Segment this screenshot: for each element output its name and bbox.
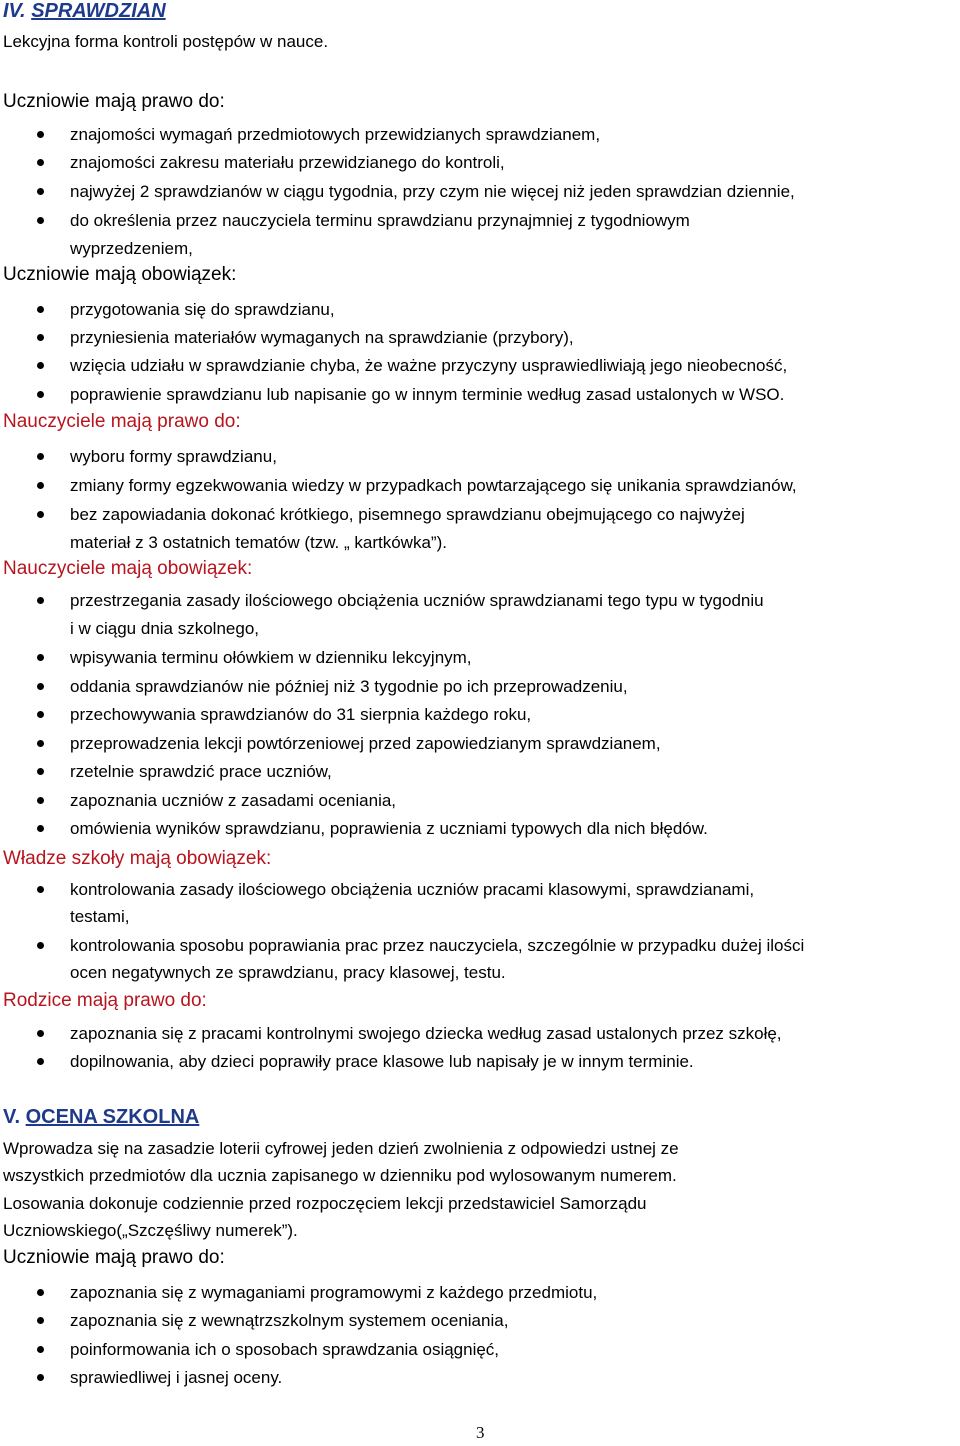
list-item: zapoznania się z wymaganiami programowymi z każdego przedmiotu, <box>70 1283 598 1302</box>
bullet-icon <box>37 334 44 341</box>
bullet-icon <box>37 683 44 690</box>
bullet-icon <box>37 159 44 166</box>
bullet-icon <box>37 654 44 661</box>
section-iv-heading <box>3 0 166 22</box>
bullet-icon <box>37 740 44 747</box>
list-item: przygotowania się do sprawdzianu, <box>70 300 335 319</box>
list-item: przyniesienia materiałów wymaganych na sprawdzianie (przybory), <box>70 328 574 347</box>
heading-school-authorities-duties: Władze szkoły mają obowiązek: <box>3 848 272 869</box>
heading-students-duties: Uczniowie mają obowiązek: <box>3 264 237 285</box>
bullet-icon <box>37 1346 44 1353</box>
list-item: poprawienie sprawdzianu lub napisanie go w innym terminie według zasad ustalonych w WSO. <box>70 385 785 404</box>
bullet-icon <box>37 711 44 718</box>
bullet-icon <box>37 131 44 138</box>
bullet-icon <box>37 1289 44 1296</box>
list-item-continuation: wyprzedzeniem, <box>70 239 193 258</box>
list-item: poinformowania ich o sposobach sprawdzania osiągnięć, <box>70 1340 500 1359</box>
bullet-icon <box>37 886 44 893</box>
heading-students-rights-2: Uczniowie mają prawo do: <box>3 1247 225 1268</box>
paragraph-line: Wprowadza się na zasadzie loterii cyfrowej jeden dzień zwolnienia z odpowiedzi ustnej ze <box>3 1139 679 1158</box>
list-item-continuation: materiał z 3 ostatnich tematów (tzw. „ kartkówka”). <box>70 533 447 552</box>
list-item-continuation: testami, <box>70 907 130 926</box>
bullet-icon <box>37 768 44 775</box>
paragraph-line: Uczniowskiego(„Szczęśliwy numerek”). <box>3 1221 298 1240</box>
list-item: do określenia przez nauczyciela terminu sprawdzianu przynajmniej z tygodniowym <box>70 211 690 230</box>
section-iv-number: IV. <box>3 0 26 22</box>
list-item: przechowywania sprawdzianów do 31 sierpnia każdego roku, <box>70 705 532 724</box>
bullet-icon <box>37 188 44 195</box>
list-item-continuation: i w ciągu dnia szkolnego, <box>70 619 260 638</box>
paragraph-line: wszystkich przedmiotów dla ucznia zapisanego w dzienniku pod wylosowanym numerem. <box>3 1166 677 1185</box>
list-item: dopilnowania, aby dzieci poprawiły prace klasowe lub napisały je w innym terminie. <box>70 1052 694 1071</box>
list-item: sprawiedliwej i jasnej oceny. <box>70 1368 283 1387</box>
list-item: oddania sprawdzianów nie później niż 3 tygodnie po ich przeprowadzeniu, <box>70 677 628 696</box>
page-number: 3 <box>476 1423 485 1442</box>
section-iv-intro: Lekcyjna forma kontroli postępów w nauce. <box>3 32 329 51</box>
list-item-continuation: ocen negatywnych ze sprawdzianu, pracy klasowej, testu. <box>70 963 506 982</box>
section-iv-title: SPRAWDZIAN <box>31 0 166 22</box>
bullet-icon <box>37 1058 44 1065</box>
list-item: wzięcia udziału w sprawdzianie chyba, że ważne przyczyny usprawiedliwiają jego nieobecność, <box>70 356 788 375</box>
section-v-title: OCENA SZKOLNA <box>25 1106 200 1128</box>
bullet-icon <box>37 453 44 460</box>
bullet-icon <box>37 597 44 604</box>
list-item: zapoznania się z pracami kontrolnymi swojego dziecka według zasad ustalonych przez szkołę, <box>70 1024 782 1043</box>
list-item: zmiany formy egzekwowania wiedzy w przypadkach powtarzającego się unikania sprawdzianów, <box>70 476 797 495</box>
list-item: przeprowadzenia lekcji powtórzeniowej przed zapowiedzianym sprawdzianem, <box>70 734 661 753</box>
list-item: najwyżej 2 sprawdzianów w ciągu tygodnia, przy czym nie więcej niż jeden sprawdzian dziennie, <box>70 182 795 201</box>
list-item: przestrzegania zasady ilościowego obciążenia uczniów sprawdzianami tego typu w tygodniu <box>70 591 764 610</box>
bullet-icon <box>37 825 44 832</box>
list-item: zapoznania się z wewnątrzszkolnym systemem oceniania, <box>70 1311 509 1330</box>
list-item: kontrolowania sposobu poprawiania prac przez nauczyciela, szczególnie w przypadku dużej ilości <box>70 936 805 955</box>
bullet-icon <box>37 1374 44 1381</box>
section-v-heading <box>3 1106 199 1128</box>
heading-parents-rights: Rodzice mają prawo do: <box>3 990 207 1011</box>
bullet-icon <box>37 942 44 949</box>
bullet-icon <box>37 217 44 224</box>
list-item: kontrolowania zasady ilościowego obciążenia uczniów pracami klasowymi, sprawdzianami, <box>70 880 755 899</box>
heading-students-rights: Uczniowie mają prawo do: <box>3 91 225 112</box>
section-v-number: V. <box>3 1106 21 1128</box>
list-item: wyboru formy sprawdzianu, <box>70 447 277 466</box>
bullet-icon <box>37 306 44 313</box>
heading-teachers-rights: Nauczyciele mają prawo do: <box>3 411 241 432</box>
bullet-icon <box>37 482 44 489</box>
list-item: znajomości zakresu materiału przewidzianego do kontroli, <box>70 153 505 172</box>
paragraph-line: Losowania dokonuje codziennie przed rozpoczęciem lekcji przedstawiciel Samorządu <box>3 1194 647 1213</box>
bullet-icon <box>37 797 44 804</box>
bullet-icon <box>37 1317 44 1324</box>
bullet-icon <box>37 1030 44 1037</box>
bullet-icon <box>37 511 44 518</box>
bullet-icon <box>37 362 44 369</box>
bullet-icon <box>37 391 44 398</box>
list-item: omówienia wyników sprawdzianu, poprawienia z uczniami typowych dla nich błędów. <box>70 819 708 838</box>
heading-teachers-duties: Nauczyciele mają obowiązek: <box>3 558 253 579</box>
list-item: zapoznania uczniów z zasadami oceniania, <box>70 791 397 810</box>
list-item: znajomości wymagań przedmiotowych przewidzianych sprawdzianem, <box>70 125 601 144</box>
list-item: wpisywania terminu ołówkiem w dzienniku lekcyjnym, <box>70 648 472 667</box>
list-item: rzetelnie sprawdzić prace uczniów, <box>70 762 332 781</box>
list-item: bez zapowiadania dokonać krótkiego, pisemnego sprawdzianu obejmującego co najwyżej <box>70 505 745 524</box>
